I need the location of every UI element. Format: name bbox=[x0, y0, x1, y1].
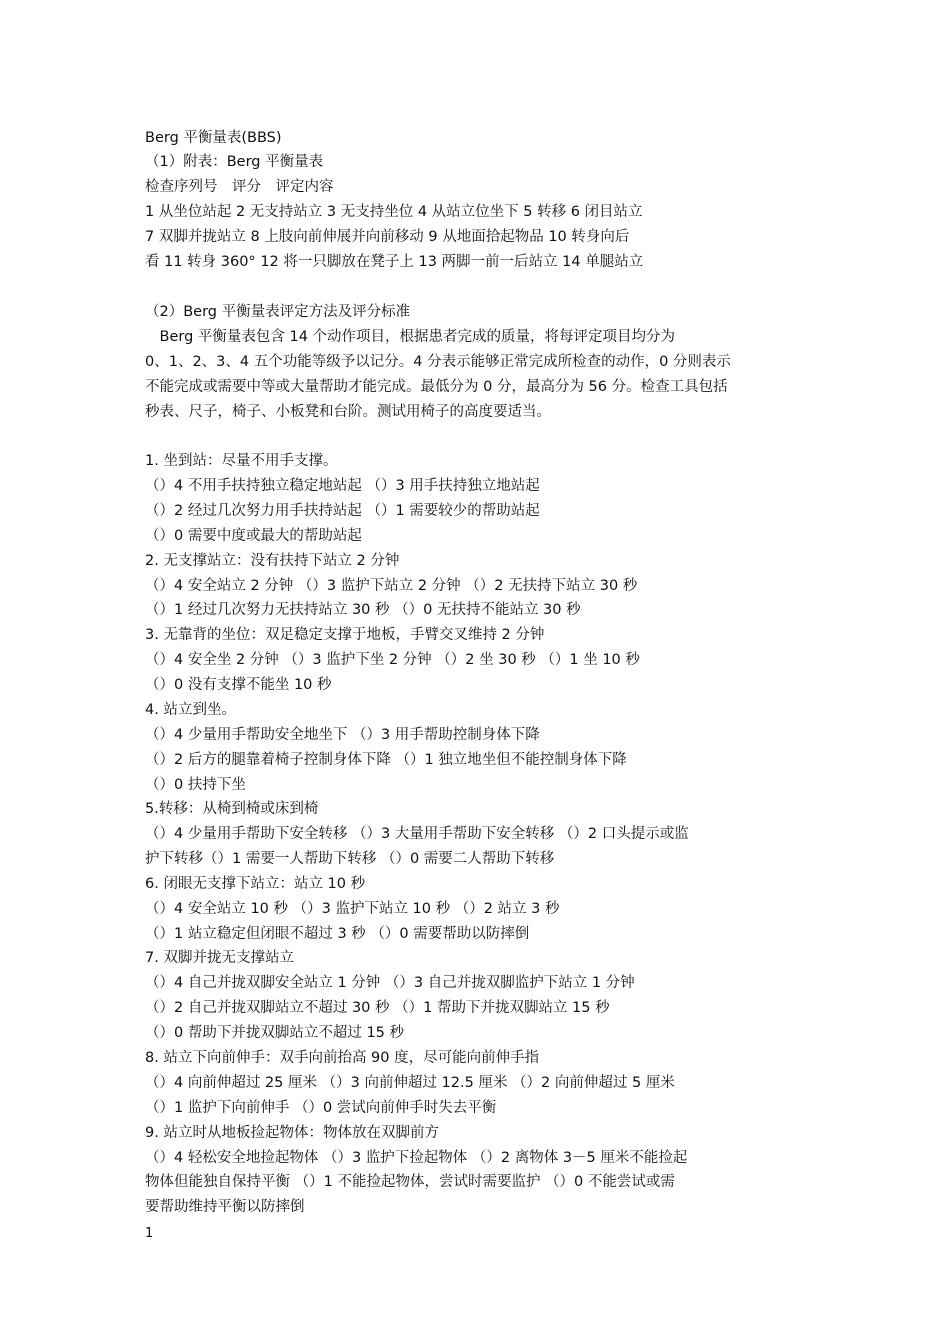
item9-heading: 9. 站立时从地板捡起物体：物体放在双脚前方 bbox=[145, 1125, 439, 1141]
item1-options-line2: （）2 经过几次努力用手扶持站起 （）1 需要较少的帮助站起 bbox=[145, 503, 540, 519]
item9-options-line1: （）4 轻松安全地捡起物体 （）3 监护下捡起物体 （）2 离物体 3－5 厘米不能捡起 bbox=[145, 1150, 688, 1166]
item2-options-line2: （）1 经过几次努力无扶持站立 30 秒 （）0 无扶持不能站立 30 秒 bbox=[145, 602, 581, 618]
section2-paragraph-line2: 0、1、2、3、4 五个功能等级予以记分。4 分表示能够正常完成所检查的动作，0 分则表示 bbox=[145, 354, 731, 370]
item5-options-line2: 护下转移（）1 需要一人帮助下转移 （）0 需要二人帮助下转移 bbox=[145, 851, 555, 867]
item2-options-line1: （）4 安全站立 2 分钟 （）3 监护下站立 2 分钟 （）2 无扶持下站立 30 秒 bbox=[145, 578, 638, 594]
item6-options-line1: （）4 安全站立 10 秒 （）3 监护下站立 10 秒 （）2 站立 3 秒 bbox=[145, 901, 560, 917]
section1-items-line3: 看 11 转身 360° 12 将一只脚放在凳子上 13 两脚一前一后站立 14 单腿站立 bbox=[145, 254, 644, 270]
page-number: 1 bbox=[145, 1226, 154, 1241]
doc-title: Berg 平衡量表(BBS) bbox=[145, 130, 282, 146]
item4-heading: 4. 站立到坐。 bbox=[145, 702, 236, 718]
item9-options-line2: 物体但能独自保持平衡 （）1 不能捡起物体，尝试时需要监护 （）0 不能尝试或需 bbox=[145, 1174, 675, 1190]
item4-options-line2: （）2 后方的腿靠着椅子控制身体下降 （）1 独立地坐但不能控制身体下降 bbox=[145, 752, 627, 768]
section2-paragraph-line3: 不能完成或需要中等或大量帮助才能完成。最低分为 0 分，最高分为 56 分。检查工具包括 bbox=[145, 379, 728, 395]
item7-options-line3: （）0 帮助下并拢双脚站立不超过 15 秒 bbox=[145, 1025, 405, 1041]
item5-options-line1: （）4 少量用手帮助下安全转移 （）3 大量用手帮助下安全转移 （）2 口头提示或监 bbox=[145, 826, 689, 842]
item9-options-line3: 要帮助维持平衡以防摔倒 bbox=[145, 1199, 305, 1215]
item3-heading: 3. 无靠背的坐位：双足稳定支撑于地板，手臂交叉维持 2 分钟 bbox=[145, 627, 545, 643]
item1-options-line1: （）4 不用手扶持独立稳定地站起 （）3 用手扶持独立地站起 bbox=[145, 478, 540, 494]
item8-options-line2: （）1 监护下向前伸手 （）0 尝试向前伸手时失去平衡 bbox=[145, 1100, 497, 1116]
item6-options-line2: （）1 站立稳定但闭眼不超过 3 秒 （）0 需要帮助以防摔倒 bbox=[145, 926, 530, 942]
item3-options-line2: （）0 没有支撑不能坐 10 秒 bbox=[145, 677, 332, 693]
item5-heading: 5.转移：从椅到椅或床到椅 bbox=[145, 801, 319, 817]
item4-options-line1: （）4 少量用手帮助安全地坐下 （）3 用手帮助控制身体下降 bbox=[145, 727, 540, 743]
item7-heading: 7. 双脚并拢无支撑站立 bbox=[145, 950, 294, 966]
section1-heading: （1）附表：Berg 平衡量表 bbox=[145, 154, 324, 170]
item8-options-line1: （）4 向前伸超过 25 厘米 （）3 向前伸超过 12.5 厘米 （）2 向前伸超过 5 厘米 bbox=[145, 1075, 675, 1091]
section2-paragraph-line4: 秒表、尺子，椅子、小板凳和台阶。测试用椅子的高度要适当。 bbox=[145, 404, 551, 420]
section1-items-line2: 7 双脚并拢站立 8 上肢向前伸展并向前移动 9 从地面拾起物品 10 转身向后 bbox=[145, 229, 630, 245]
item6-heading: 6. 闭眼无支撑下站立：站立 10 秒 bbox=[145, 876, 366, 892]
section1-columns: 检查序列号 评分 评定内容 bbox=[145, 179, 334, 195]
item7-options-line1: （）4 自己并拢双脚安全站立 1 分钟 （）3 自己并拢双脚监护下站立 1 分钟 bbox=[145, 975, 635, 991]
section2-paragraph-line1: Berg 平衡量表包含 14 个动作项目，根据患者完成的质量，将每评定项目均分为 bbox=[145, 329, 676, 345]
item8-heading: 8. 站立下向前伸手：双手向前抬高 90 度，尽可能向前伸手指 bbox=[145, 1050, 540, 1066]
item1-options-line3: （）0 需要中度或最大的帮助站起 bbox=[145, 528, 362, 544]
item4-options-line3: （）0 扶持下坐 bbox=[145, 777, 246, 793]
section1-items-line1: 1 从坐位站起 2 无支持站立 3 无支持坐位 4 从站立位坐下 5 转移 6 闭目站立 bbox=[145, 204, 643, 220]
item3-options-line1: （）4 安全坐 2 分钟 （）3 监护下坐 2 分钟 （）2 坐 30 秒 （）1 坐 10 秒 bbox=[145, 652, 640, 668]
section2-heading: （2）Berg 平衡量表评定方法及评分标准 bbox=[145, 304, 411, 320]
item2-heading: 2. 无支撑站立：没有扶持下站立 2 分钟 bbox=[145, 553, 400, 569]
item7-options-line2: （）2 自己并拢双脚站立不超过 30 秒 （）1 帮助下并拢双脚站立 15 秒 bbox=[145, 1000, 610, 1016]
item1-heading: 1. 坐到站：尽量不用手支撑。 bbox=[145, 453, 338, 469]
